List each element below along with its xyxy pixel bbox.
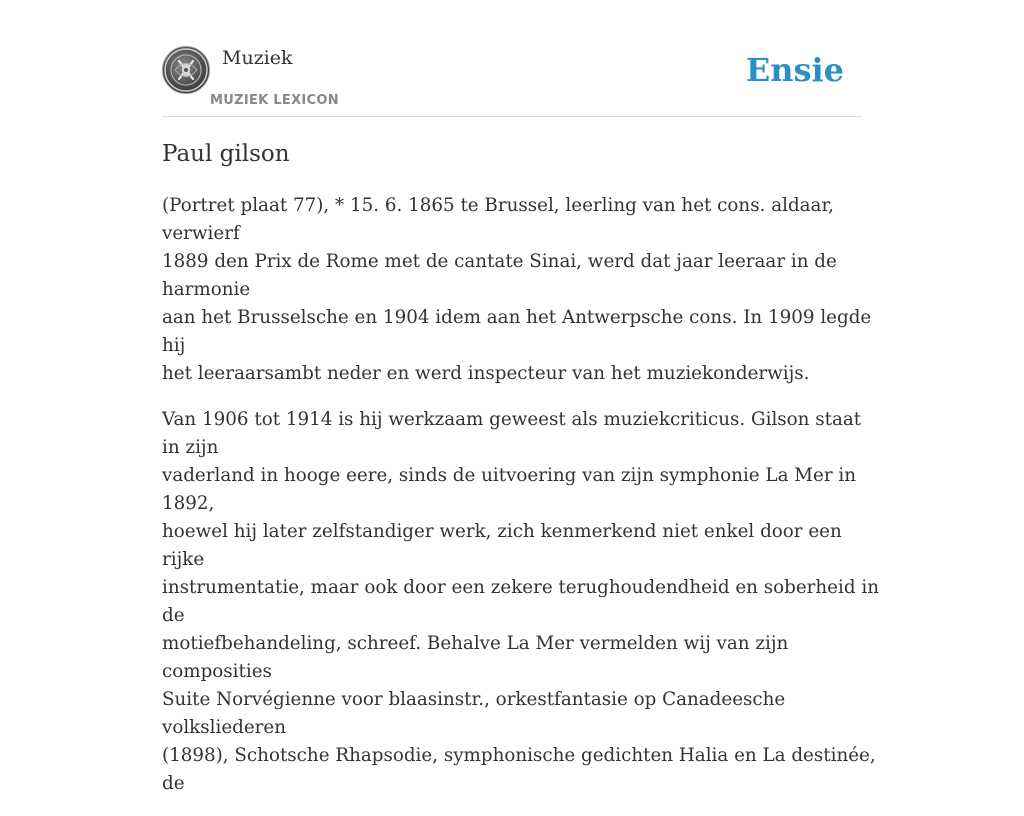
article-paragraph	[162, 406, 882, 798]
site-name[interactable]: Muziek	[222, 47, 293, 69]
text-line: (Portret plaat 77), * 15. 6. 1865 te Brussel, leerling van het cons. aldaar, verwierf	[162, 195, 834, 244]
music-emblem-icon[interactable]	[162, 46, 210, 94]
text-line: instrumentatie, maar ook door een zekere terughoudendheid en soberheid in de	[162, 577, 879, 626]
text-line: het leeraarsambt neder en werd inspecteur van het muziekonderwijs.	[162, 363, 810, 384]
text-line: hoewel hij later zelfstandiger werk, zich kenmerkend niet enkel door een rijke	[162, 521, 842, 570]
text-line: (1898), Schotsche Rhapsodie, symphonische gedichten Halia en La destinée, de	[162, 745, 876, 794]
text-line: motiefbehandeling, schreef. Behalve La Mer vermelden wij van zijn composities	[162, 633, 789, 682]
text-line: Suite Norvégienne voor blaasinstr., orkestfantasie op Canadeesche volksliederen	[162, 689, 786, 738]
page-title: Paul gilson	[162, 141, 290, 167]
site-header	[162, 0, 862, 117]
text-line: aan het Brusselsche en 1904 idem aan het Antwerpsche cons. In 1909 legde hij	[162, 307, 872, 356]
brand-logo[interactable]: Ensie	[745, 51, 844, 89]
text-line: vaderland in hooge eere, sinds de uitvoering van zijn symphonie La Mer in 1892,	[162, 465, 856, 514]
article-paragraph	[162, 192, 882, 388]
text-line: 1889 den Prix de Rome met de cantate Sinai, werd dat jaar leeraar in de harmonie	[162, 251, 837, 300]
article-body	[162, 192, 882, 816]
site-subtitle[interactable]: MUZIEK LEXICON	[210, 93, 339, 108]
text-line: Van 1906 tot 1914 is hij werkzaam geweest als muziekcriticus. Gilson staat in zijn	[162, 409, 862, 458]
